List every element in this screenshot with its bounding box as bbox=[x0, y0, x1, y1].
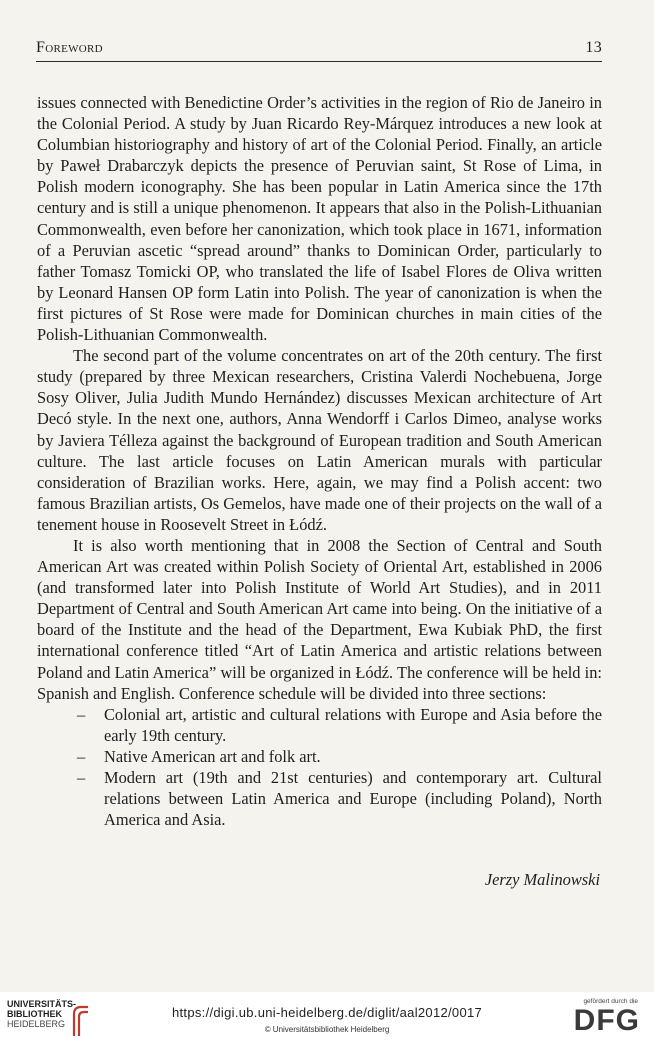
running-head bbox=[36, 39, 602, 57]
list-item bbox=[77, 704, 602, 746]
copyright-notice: © Universitätsbibliothek Heidelberg bbox=[264, 1025, 390, 1034]
permalink-url[interactable]: https://digi.ub.uni-heidelberg.de/diglit/aal2012/0017 bbox=[171, 1005, 483, 1020]
conference-sections-list bbox=[37, 704, 602, 831]
page-number: 13 bbox=[585, 39, 602, 56]
paragraph-2: The second part of the volume concentrates on art of the 20th century. The first study (prepared by three Mexican researchers, Cristina Valerdi Nochebuena, Jorge Sosy Oliver, Julia Judith Mundo Hernández) discusses Mexican architecture of Art Decó style. In the next one, authors, Anna Wendorff i Carlos Dimeo, analyse works by Javiera Télleza against the background of European tradition and South American culture. The last article focuses on Latin American murals with particular consideration of Brazilian works. Here, again, we may find a Polish accent: two famous Brazilian artists, Os Gemelos, have made one of their projects on the wall of a tenement house in Roosevelt Street in Łódź. bbox=[37, 346, 602, 534]
list-dash: – bbox=[77, 746, 86, 766]
library-name-line3: HEIDELBERG bbox=[7, 1019, 66, 1029]
body-text bbox=[37, 92, 602, 890]
digitization-footer bbox=[0, 992, 654, 1049]
list-dash: – bbox=[77, 704, 86, 724]
header-rule bbox=[36, 61, 602, 62]
library-name-line1: UNIVERSITÄTS- bbox=[7, 999, 77, 1009]
paragraph-1: issues connected with Benedictine Order’s activities in the region of Rio de Janeiro in the Colonial Period. A study by Juan Ricardo Rey-Márquez introduces a new look at Columbian historiography and history of art of the Colonial Period. Finally, an article by Paweł Drabarczyk depicts the presence of Peruvian saint, St Rose of Lima, in Polish modern iconography. She has been popular in Latin America since the 17th century and is still a unique phenomenon. It appears that also in the Polish-Lithuanian Commonwealth, even before her canonization, which took place in 1671, information of a Peruvian ascetic “spread around” thanks to Dominican Order, particularly to father Tomasz Tomicki OP, who translated the life of Isabel Flores de Oliva written by Leonard Hansen OP form Latin into Polish. The year of canonization is when the first pictures of St Rose were made for Dominican churches in main cities of the Polish-Lithuanian Commonwealth. bbox=[37, 93, 602, 345]
list-item bbox=[77, 746, 602, 767]
section-title: Foreword bbox=[36, 39, 103, 56]
list-item bbox=[77, 767, 602, 830]
list-dash: – bbox=[77, 768, 86, 787]
dfg-logo[interactable]: DFG bbox=[573, 1004, 640, 1037]
library-name-line2: BIBLIOTHEK bbox=[7, 1009, 62, 1019]
list-item-text: Native American art and folk art. bbox=[104, 746, 321, 766]
funding-note: gefördert durch die bbox=[583, 998, 638, 1005]
list-item-text: Modern art (19th and 21st centuries) and contemporary art. Cultural relations between Latin America and Europe (including Poland), North America and Asia. bbox=[104, 768, 602, 830]
list-item-text: Colonial art, artistic and cultural relations with Europe and Asia before the early 19th century. bbox=[104, 704, 602, 745]
paragraph-3: It is also worth mentioning that in 2008 the Section of Central and South American Art was created within Polish Society of Oriental Art, established in 2006 (and transformed later into Polish Institute of World Art Studies), and in 2011 Department of Central and South American Art came into being. On the initiative of a board of the Institute and the head of the Department, Ewa Kubiak PhD, the first international conference titled “Art of Latin America and artistic relations between Poland and Latin America” will be organized in Łódź. The conference will be held in: Spanish and English. Conference schedule will be divided into three sections: bbox=[37, 535, 602, 703]
author-signature: Jerzy Malinowski bbox=[484, 870, 600, 890]
